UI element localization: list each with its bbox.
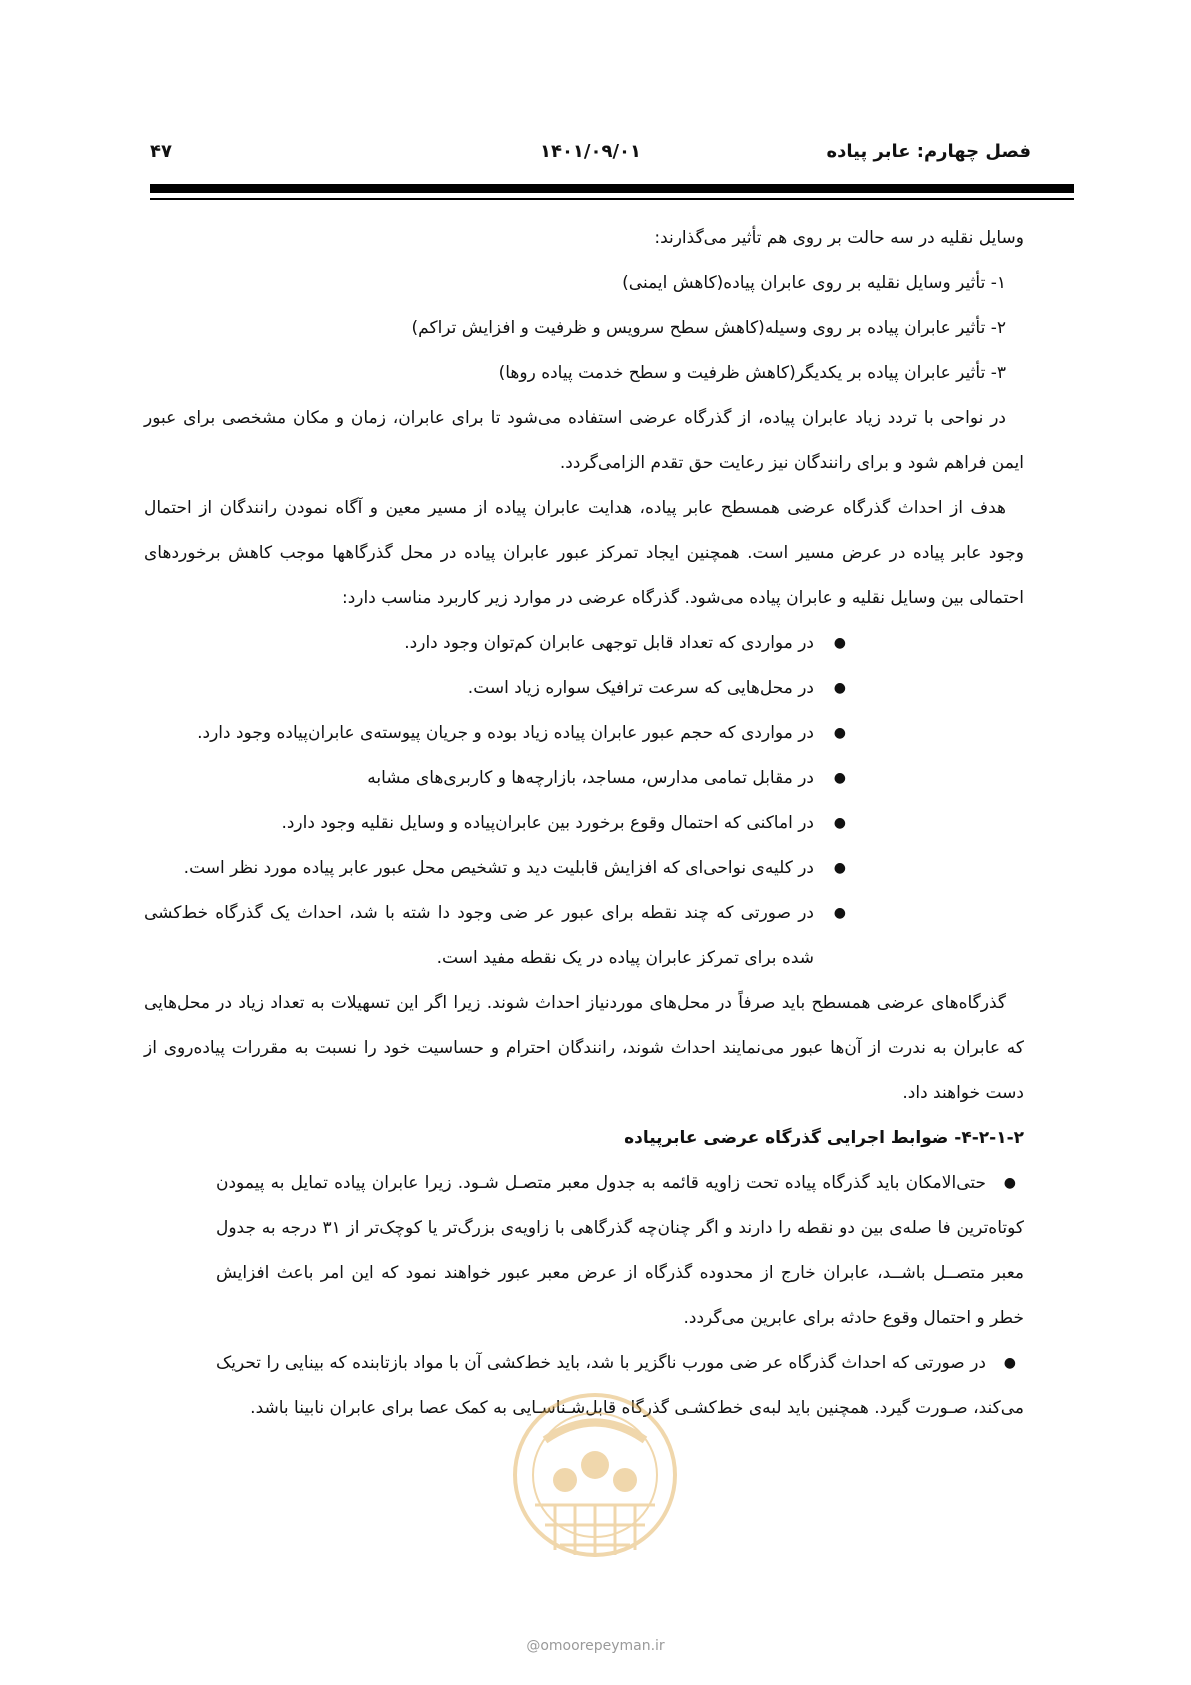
list-item-text: در صورتی که چند نقطه برای عبور عر ضی وجود دا شته با شد، احداث یک گذرگاه خط‌کشی شده برای تمرکز عابران پیاده در یک نقطه مفید است. [144,903,814,968]
numbered-item: ۲- تأثیر عابران پیاده بر روی وسیله(کاهش سطح سرویس و ظرفیت و افزایش تراکم) [411,318,1006,338]
list-item [144,801,1024,846]
list-item-text: در صورتی که احداث گذرگاه عر ضی مورب ناگزیر با شد، باید خط‌کشی آن با مواد بازتابنده که بینایی را تحریک می‌کند، صـورت گیرد. همچنین باید لبه‌ی خط‌کشـی گذرگاه قابل‌شـناسـایی به کمک عصا برای عابران نابینا باشد. [216,1353,1024,1418]
bullet-icon: ● [1003,1355,1016,1371]
bullet-icon: ● [833,860,846,876]
paragraph: هدف از احداث گذرگاه عرضی همسطح عابر پیاده، هدایت عابران پیاده از مسیر معین و آگاه نمودن رانندگان از احتمال وجود عابر پیاده در عرض مسیر است. همچنین ایجاد تمرکز عبور عابران پیاده در محل گذرگاهها موجب کاهش برخوردهای احتمالی بین وسایل نقلیه و عابران پیاده می‌شود. گذرگاه عرضی در موارد زیر کاربرد مناسب دارد: [144,498,1024,608]
list-item-text: در مواردی که تعداد قابل توجهی عابران کم‌توان وجود دارد. [404,633,814,653]
list-item [144,711,1024,756]
bullet-list [144,621,1024,981]
section-heading: ۴-۲-۱-۲- ضوابط اجرایی گذرگاه عرضی عابرپیاده [624,1128,1024,1148]
list-item [144,666,1024,711]
list-item-text: در اماکنی که احتمال وقوع برخورد بین عابران‌پیاده و وسایل نقلیه وجود دارد. [281,813,814,833]
list-item-text: در مقابل تمامی مدارس، مساجد، بازارچه‌ها و کاربری‌های مشابه [367,768,814,788]
bullet-icon: ● [1003,1175,1016,1191]
intro-sentence: وسایل نقلیه در سه حالت بر روی هم تأثیر می‌گذارند: [654,228,1024,248]
watermark-logo [505,1385,685,1585]
bullet-icon: ● [833,725,846,741]
header-date: ۱۴۰۱/۰۹/۰۱ [539,140,642,162]
list-item [144,621,1024,666]
header-rule-thick [150,184,1074,193]
list-item-text: در مواردی که حجم عبور عابران پیاده زیاد بوده و جریان پیوسته‌ی عابران‌پیاده وجود دارد. [197,723,814,743]
bullet-icon: ● [833,635,846,651]
numbered-item: ۱- تأثیر وسایل نقلیه بر روی عابران پیاده(کاهش ایمنی) [622,273,1006,293]
bullet-icon: ● [833,905,846,921]
list-item [144,891,1024,981]
list-item-text: حتی‌الامکان باید گذرگاه پیاده تحت زاویه قائمه به جدول معبر متصـل شـود. زیرا عابران پیاده تمایل به پیمودن کوتاه‌ترین فا صله‌ی بین دو نقطه را دارند و اگر چنان‌چه گذرگاهی با زاویه‌ی بزرگ‌تر یا کوچک‌تر از ۳۱ درجه به جدول معبر متصــل باشــد، عابران خارج از محدوده گذرگاه از عرض معبر عبور خواهند نمود که این امر باعث افزایش خطر و احتمال وقوع حادثه برای عابرین می‌گردد. [216,1173,1024,1328]
page-number: ۴۷ [150,140,172,162]
chapter-title: فصل چهارم: عابر پیاده [826,140,1031,162]
bullet-icon: ● [833,680,846,696]
bullet-icon: ● [833,770,846,786]
header-rule-thin [150,198,1074,200]
numbered-item: ۳- تأثیر عابران پیاده بر یکدیگر(کاهش ظرفیت و سطح خدمت پیاده روها) [498,363,1006,383]
list-item-text: در محل‌هایی که سرعت ترافیک سواره زیاد است. [467,678,814,698]
paragraph: گذرگاه‌های عرضی همسطح باید صرفاً در محل‌های موردنیاز احداث شوند. زیرا اگر این تسهیلات به تعداد زیاد در محل‌هایی که عابران به ندرت از آن‌ها عبور می‌نمایند احداث شوند، رانندگان احترام و حساسیت خود را نسبت به مقررات پیاده‌روی از دست خواهند داد. [144,993,1024,1103]
list-item-text: در کلیه‌ی نواحی‌ای که افزایش قابلیت دید و تشخیص محل عبور عابر پیاده مورد نظر است. [183,858,814,878]
page-body [144,216,1024,1431]
list-item [144,756,1024,801]
paragraph: در نواحی با تردد زیاد عابران پیاده، از گذرگاه عرضی استفاده می‌شود تا برای عابران، زمان و مکان مشخصی برای عبور ایمن فراهم شود و برای رانندگان نیز رعایت حق تقدم الزامی‌گردد. [144,408,1024,473]
list-item [144,846,1024,891]
page-header [150,134,1031,168]
bullet-icon: ● [833,815,846,831]
watermark-url: @omoorepeyman.ir [526,1638,665,1654]
list-item [144,1161,1024,1341]
